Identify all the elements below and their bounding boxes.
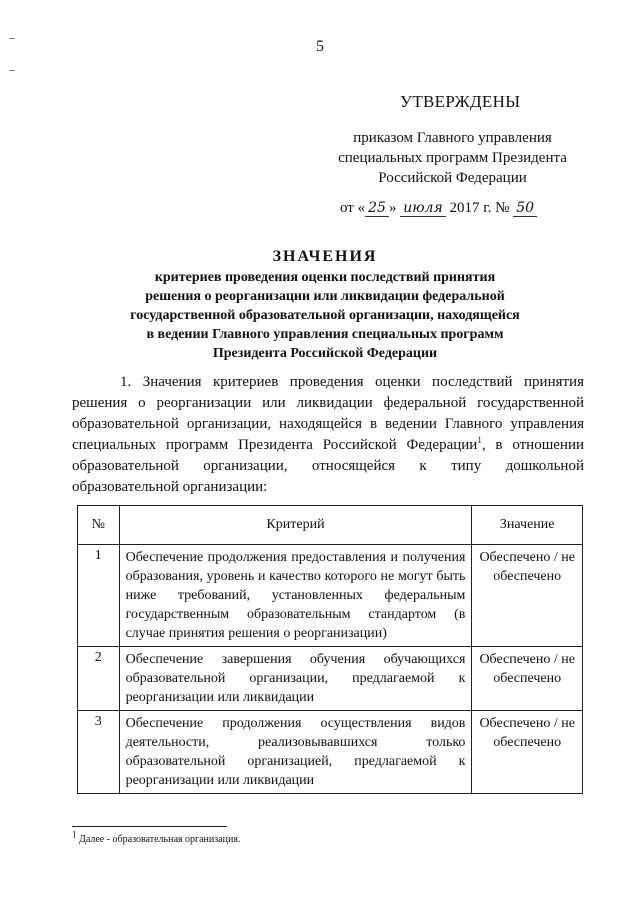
- row-value: Обеспечено / не обеспечено: [472, 545, 583, 647]
- approval-block: [330, 92, 590, 217]
- footnote-mark: 1: [72, 829, 77, 840]
- header-criterion: Критерий: [119, 506, 472, 545]
- approval-lines: [330, 128, 575, 188]
- heading-line: в ведении Главного управления специальных программ: [146, 327, 504, 342]
- date-day-handwritten: 25: [365, 200, 389, 217]
- date-prefix: от «: [340, 200, 366, 216]
- body-paragraph: [72, 372, 584, 498]
- heading-line: решения о реорганизации или ликвидации федеральной: [145, 289, 505, 304]
- approval-title: УТВЕРЖДЕНЫ: [400, 92, 521, 111]
- row-value: Обеспечено / не обеспечено: [472, 711, 583, 794]
- approval-line: Российской Федерации: [378, 170, 527, 186]
- criteria-table: [77, 505, 583, 794]
- heading-line: Президента Российской Федерации: [212, 346, 438, 361]
- heading-subtitle: [70, 268, 580, 363]
- row-number: 3: [78, 711, 120, 794]
- approval-date: [330, 200, 590, 217]
- table-row: [78, 647, 583, 711]
- approval-line: специальных программ Президента: [338, 150, 567, 166]
- footnote-divider: [72, 826, 227, 827]
- heading-line: критериев проведения оценки последствий принятия: [154, 270, 496, 285]
- header-value: Значение: [472, 506, 583, 545]
- footnote-text: Далее - образовательная организация.: [76, 834, 241, 845]
- heading-line: государственной образовательной организации, находящейся: [130, 308, 520, 323]
- paragraph-text-end: , в отношении образовательной организации, относящейся к типу дошкольной образовательной организации:: [72, 437, 584, 495]
- document-heading: [70, 248, 580, 363]
- paragraph-text: 1. Значения критериев проведения оценки последствий принятия решения о реорганизации или ликвидации федеральной государственной образовательной организации, находящейся в ведении Главного управления специальных программ Президента Российской Федерации: [72, 374, 584, 453]
- row-number: 1: [78, 545, 120, 647]
- date-month-handwritten: июля: [400, 200, 446, 217]
- margin-tick: [9, 70, 15, 71]
- table-row: [78, 711, 583, 794]
- order-number-handwritten: 50: [513, 200, 537, 217]
- heading-title: ЗНАЧЕНИЯ: [272, 248, 378, 265]
- footnote-ref[interactable]: 1: [477, 435, 482, 445]
- page-number: 5: [316, 38, 324, 55]
- row-criterion: Обеспечение завершения обучения обучающихся образовательной организации, предлагаемой к реорганизации или ликвидации: [119, 647, 472, 711]
- approval-line: приказом Главного управления: [353, 130, 552, 146]
- date-mid: »: [388, 200, 401, 216]
- date-year: 2017 г. №: [445, 200, 514, 216]
- header-number: №: [78, 506, 120, 545]
- row-number: 2: [78, 647, 120, 711]
- table-header-row: [78, 506, 583, 545]
- table-row: [78, 545, 583, 647]
- row-criterion: Обеспечение продолжения предоставления и получения образования, уровень и качество которого не могут быть ниже требований, установленных федеральным государственным образовательным стандартом (в случае принятия решения о реорганизации): [119, 545, 472, 647]
- row-criterion: Обеспечение продолжения осуществления видов деятельности, реализовывавшихся только образовательной организацией, предлагаемой к реорганизации или ликвидации: [119, 711, 472, 794]
- row-value: Обеспечено / не обеспечено: [472, 647, 583, 711]
- footnote: [72, 829, 241, 845]
